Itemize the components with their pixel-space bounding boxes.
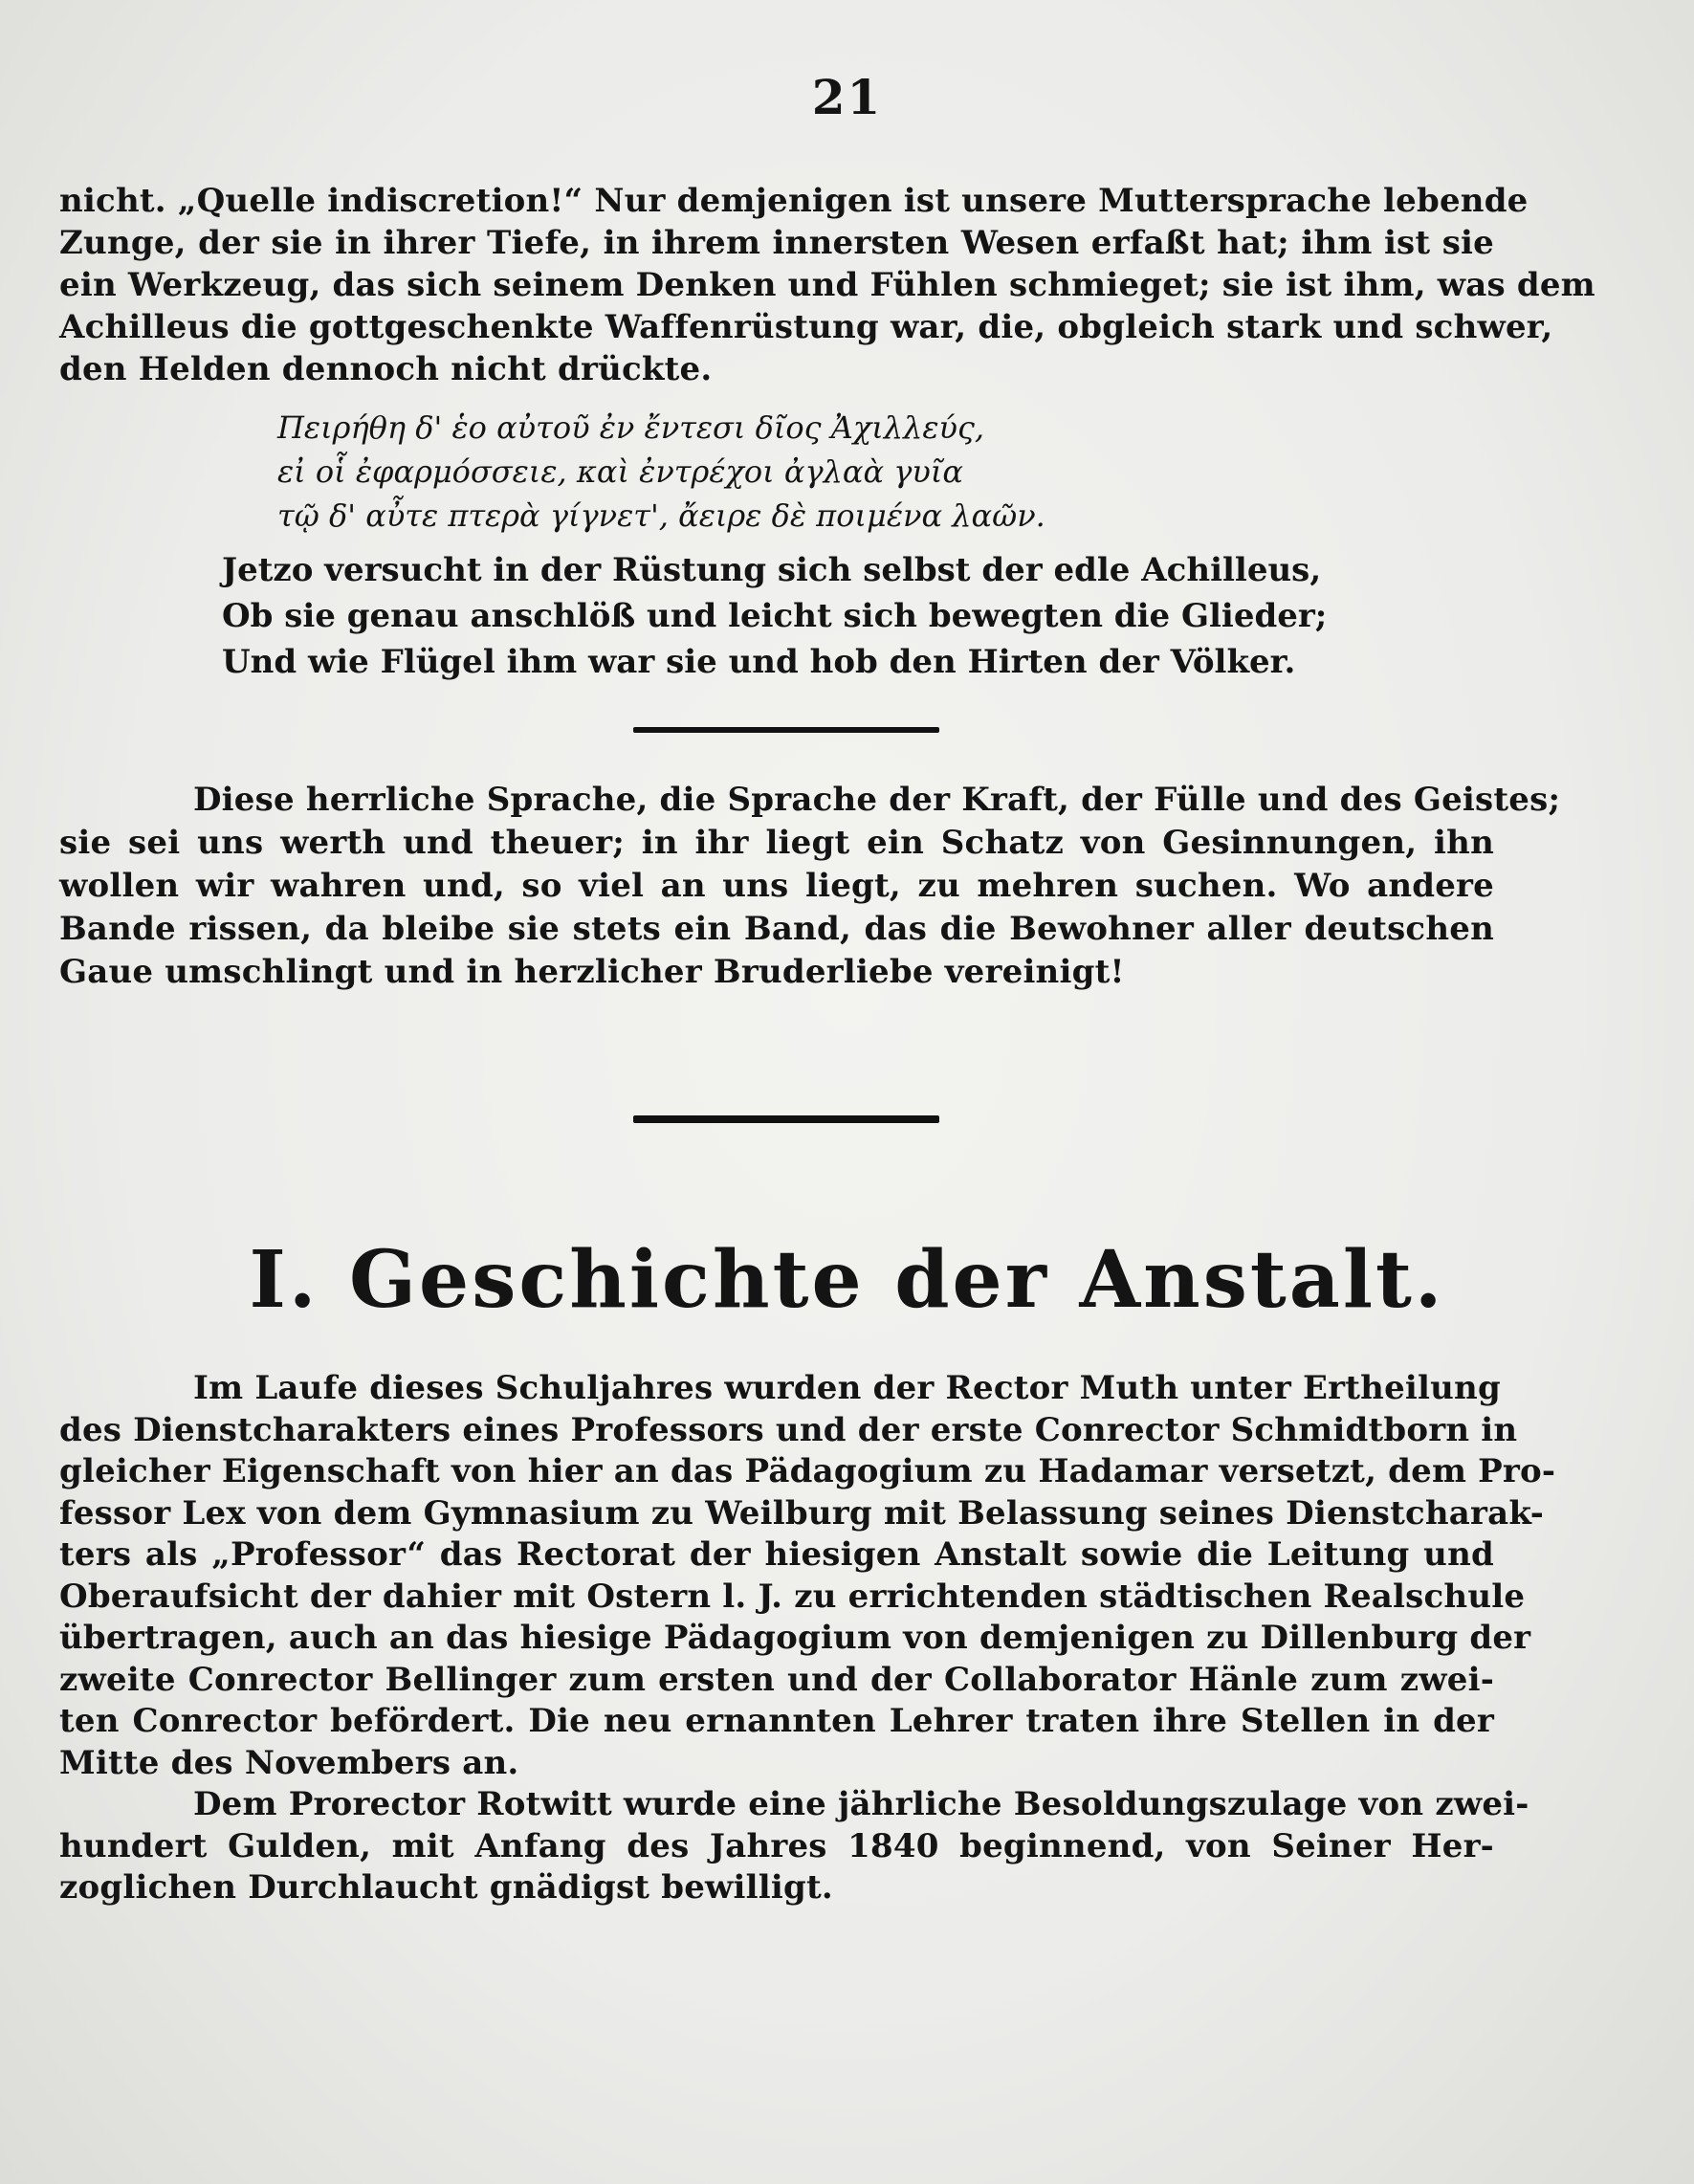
- paragraph-mother-tongue: [59, 180, 1595, 390]
- page-number: 21: [811, 69, 883, 125]
- text-line: Dem Prorector Rotwitt wurde eine jährliche Besoldungszulage von zwei-: [193, 1785, 1529, 1823]
- text-line: nicht. „Quelle indiscretion!“ Nur demjenigen ist unsere Muttersprache lebende: [59, 182, 1529, 220]
- divider-rule: [633, 1115, 939, 1123]
- greek-verse-line: τῷ δ' αὖτε πτερὰ γίγνετ', ἄειρε δὲ ποιμένα λαῶν.: [277, 497, 1045, 534]
- greek-verse-line: εἰ οἷ ἐφαρμόσσειε, καὶ ἐντρέχοι ἀγλαὰ γυῖα: [277, 453, 963, 490]
- text-line: zoglichen Durchlaucht gnädigst bewilligt.: [59, 1868, 833, 1907]
- greek-verse-quote: [277, 406, 1045, 538]
- text-line: Diese herrliche Sprache, die Sprache der Kraft, der Fülle und des Geistes;: [193, 781, 1561, 819]
- german-verse-line: Und wie Flügel ihm war sie und hob den Hirten der Völker.: [222, 643, 1296, 681]
- text-line: wollen wir wahren und, so viel an uns liegt, zu mehren suchen. Wo andere: [59, 867, 1494, 905]
- text-line: des Dienstcharakters eines Professors und der erste Conrector Schmidtborn in: [59, 1410, 1518, 1449]
- text-line: Gaue umschlingt und in herzlicher Bruderliebe vereinigt!: [59, 953, 1125, 991]
- text-line: Mitte des Novembers an.: [59, 1743, 519, 1782]
- text-line: zweite Conrector Bellinger zum ersten und der Collaborator Hänle zum zwei-: [59, 1660, 1494, 1699]
- text-line: den Helden dennoch nicht drückte.: [59, 350, 713, 388]
- text-line: ters als „Professor“ das Rectorat der hiesigen Anstalt sowie die Leitung und: [59, 1535, 1494, 1574]
- german-verse-line: Jetzo versucht in der Rüstung sich selbst der edle Achilleus,: [222, 551, 1322, 589]
- paragraph-praise-of-language: [59, 779, 1561, 994]
- paragraph-institution-history: [59, 1368, 1556, 1909]
- text-line: hundert Gulden, mit Anfang des Jahres 1840 beginnend, von Seiner Her-: [59, 1826, 1494, 1865]
- text-line: Bande rissen, da bleibe sie stets ein Band, das die Bewohner aller deutschen: [59, 910, 1494, 948]
- text-line: Im Laufe dieses Schuljahres wurden der Rector Muth unter Ertheilung: [193, 1369, 1501, 1407]
- text-line: sie sei uns werth und theuer; in ihr liegt ein Schatz von Gesinnungen, ihn: [59, 824, 1494, 862]
- section-heading: I. Geschichte der Anstalt.: [249, 1234, 1445, 1326]
- divider-rule: [633, 727, 939, 733]
- greek-verse-line: Πειρήθη δ' ἑο αὐτοῦ ἐν ἔντεσι δῖος Ἀχιλλεύς,: [277, 409, 985, 446]
- text-line: gleicher Eigenschaft von hier an das Pädagogium zu Hadamar versetzt, dem Pro-: [59, 1452, 1556, 1490]
- text-line: Oberaufsicht der dahier mit Ostern l. J. zu errichtenden städtischen Realschule: [59, 1577, 1526, 1616]
- german-verse-translation: [222, 547, 1327, 685]
- text-line: Achilleus die gottgeschenkte Waffenrüstung war, die, obgleich stark und schwer,: [59, 308, 1553, 346]
- text-line: ten Conrector befördert. Die neu ernannten Lehrer traten ihre Stellen in der: [59, 1702, 1494, 1740]
- german-verse-line: Ob sie genau anschlöß und leicht sich bewegten die Glieder;: [222, 597, 1328, 635]
- text-line: Zunge, der sie in ihrer Tiefe, in ihrem innersten Wesen erfaßt hat; ihm ist sie: [59, 224, 1494, 262]
- text-line: ein Werkzeug, das sich seinem Denken und Fühlen schmieget; sie ist ihm, was dem: [59, 266, 1595, 304]
- text-line: fessor Lex von dem Gymnasium zu Weilburg mit Belassung seines Dienstcharak-: [59, 1493, 1545, 1533]
- text-line: übertragen, auch an das hiesige Pädagogium von demjenigen zu Dillenburg der: [59, 1619, 1531, 1657]
